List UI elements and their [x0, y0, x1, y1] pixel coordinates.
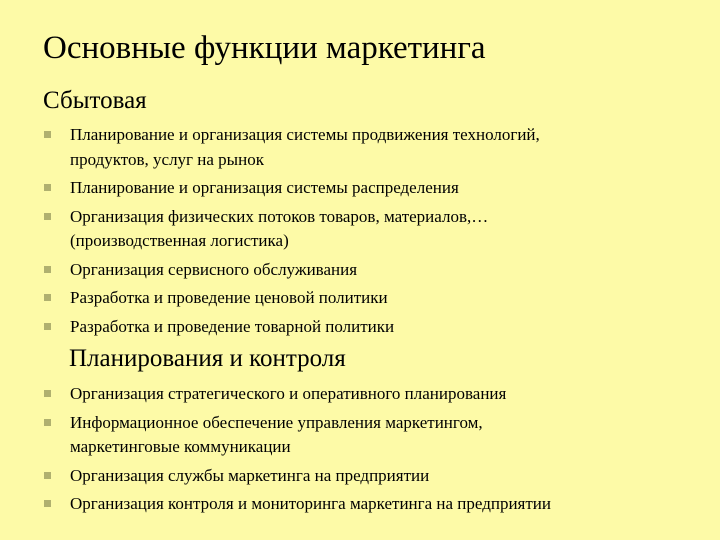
- list-item-text: Организация сервисного обслуживания: [70, 259, 358, 279]
- list-item-text: Организация физических потоков товаров, материалов,…: [70, 206, 489, 226]
- square-bullet-icon: [44, 390, 51, 397]
- list-item: [43, 315, 703, 340]
- list-item-text: Разработка и проведение товарной политики: [70, 316, 395, 336]
- section-heading-sales: Сбытовая: [43, 87, 147, 114]
- list-item: [43, 123, 703, 172]
- square-bullet-icon: [44, 184, 51, 191]
- list-item: [43, 258, 703, 283]
- square-bullet-icon: [44, 294, 51, 301]
- list-item: [43, 492, 703, 517]
- list-item: [43, 286, 703, 311]
- list-item: [43, 205, 703, 254]
- list-item-text: Разработка и проведение ценовой политики: [70, 288, 388, 307]
- square-bullet-icon: [44, 131, 51, 138]
- list-item: [43, 411, 703, 460]
- list-item-text: Организация службы маркетинга на предприятии: [70, 465, 430, 485]
- list-item-text: Планирование и организация системы распределения: [70, 178, 459, 197]
- square-bullet-icon: [44, 472, 51, 479]
- square-bullet-icon: [44, 500, 51, 507]
- square-bullet-icon: [44, 419, 51, 426]
- slide-title: Основные функции маркетинга: [43, 30, 486, 66]
- planning-control-functions-list: [43, 382, 703, 521]
- list-item: [43, 464, 703, 489]
- list-item-text: продуктов, услуг на рынок: [70, 149, 264, 169]
- square-bullet-icon: [44, 213, 51, 220]
- sales-functions-list: [43, 123, 703, 343]
- list-item-text: Информационное обеспечение управления маркетингом,: [70, 412, 483, 432]
- section-heading-planning-control: Планирования и контроля: [69, 345, 346, 372]
- square-bullet-icon: [44, 323, 51, 330]
- list-item: [43, 382, 703, 407]
- list-item-text: (производственная логистика): [70, 231, 289, 250]
- list-item-text: Организация стратегического и оперативного планирования: [70, 384, 507, 403]
- list-item-text: Организация контроля и мониторинга маркетинга на предприятии: [70, 494, 552, 513]
- list-item: [43, 176, 703, 201]
- square-bullet-icon: [44, 266, 51, 273]
- list-item-text: Планирование и организация системы продвижения технологий,: [70, 125, 540, 144]
- list-item-text: маркетинговые коммуникации: [70, 437, 291, 456]
